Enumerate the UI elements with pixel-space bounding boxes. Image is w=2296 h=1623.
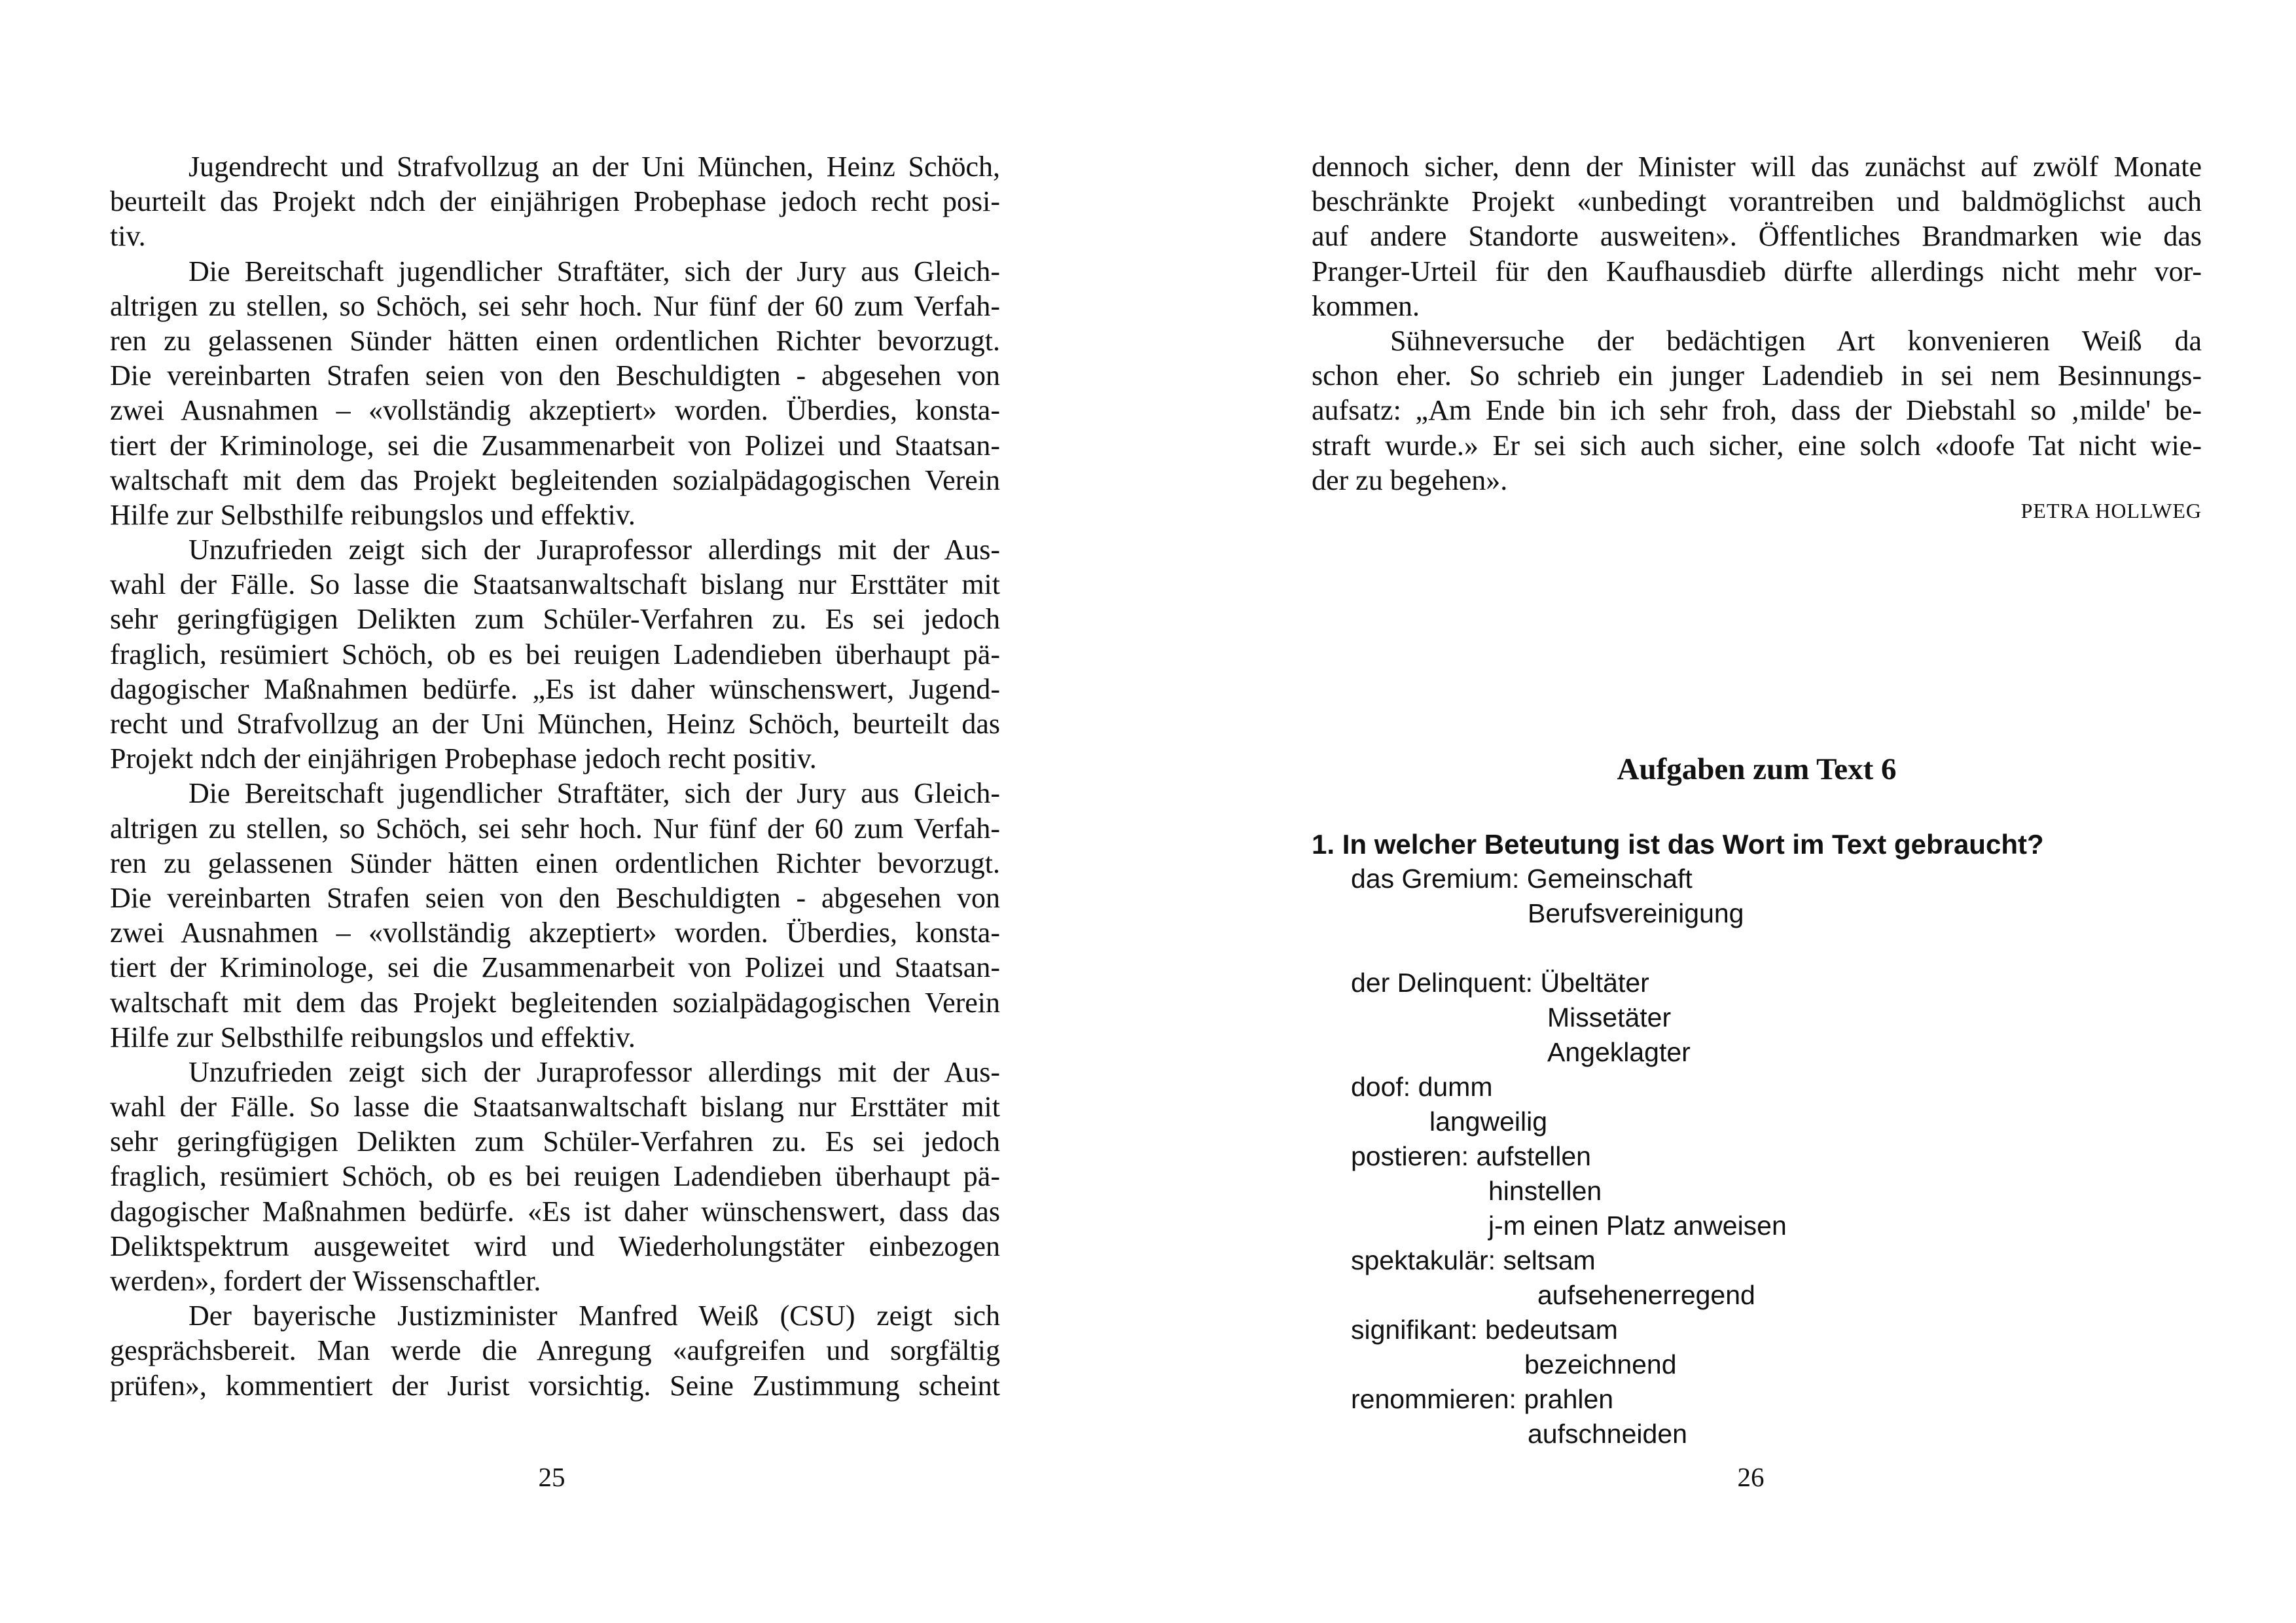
left-text-line: dagogischer Maßnahmen bedürfe. «Es ist daher wünschenswert, dass das [110, 1195, 1000, 1228]
task-title: 1. In welcher Beteutung ist das Wort im Text gebraucht? [1312, 829, 2044, 860]
vocab-entry: signifikant: bedeutsam [1351, 1315, 1618, 1345]
right-text-line: schon eher. So schrieb ein junger Ladendieb in sei nem Besinnungs- [1312, 359, 2202, 392]
left-text-line: werden», fordert der Wissenschaftler. [110, 1265, 541, 1297]
vocab-entry: Missetäter [1547, 1002, 1672, 1032]
left-body-text [110, 149, 1000, 1403]
left-text-line: sehr geringfügigen Delikten zum Schüler-Verfahren zu. Es sei jedoch [110, 1125, 1000, 1158]
vocab-entry: renommieren: prahlen [1351, 1384, 1614, 1414]
left-text-line: Jugendrecht und Strafvollzug an der Uni München, Heinz Schöch, [188, 151, 1000, 183]
right-text-line: Pranger-Urteil für den Kaufhausdieb dürfte allerdings nicht mehr vor- [1312, 255, 2202, 287]
vocab-gap [1312, 931, 2202, 966]
left-text-line: Die vereinbarten Strafen seien von den Beschuldigten - abgesehen von [110, 881, 1000, 914]
left-text-line: waltschaft mit dem das Projekt begleitenden sozialpädagogischen Verein [110, 464, 1000, 496]
left-text-line: ren zu gelassenen Sünder hätten einen ordentlichen Richter bevorzugt. [110, 324, 1000, 357]
right-text-line: auf andere Standorte ausweiten». Öffentliches Brandmarken wie das [1312, 220, 2202, 253]
vocab-entry: postieren: aufstellen [1351, 1141, 1591, 1171]
left-text-line: Unzufrieden zeigt sich der Juraprofessor allerdings mit der Aus- [188, 1055, 1000, 1088]
left-text-line: tiert der Kriminologe, sei die Zusammenarbeit von Polizei und Staatsan- [110, 429, 1000, 462]
vocab-entry: bezeichnend [1524, 1349, 1677, 1379]
left-text-line: gesprächsbereit. Man werde die Anregung «aufgreifen und sorgfältig [110, 1334, 1000, 1367]
left-text-line: wahl der Fälle. So lasse die Staatsanwaltschaft bislang nur Ersttäter mit [110, 568, 1000, 601]
right-text-line: der zu begehen». [1312, 464, 1508, 496]
left-text-line: fraglich, resümiert Schöch, ob es bei reuigen Ladendieben überhaupt pä- [110, 1160, 1000, 1193]
right-text-line: dennoch sicher, denn der Minister will das zunächst auf zwölf Monate [1312, 151, 2202, 183]
vocab-entry: aufsehenerregend [1537, 1280, 1755, 1310]
left-text-line: tiert der Kriminologe, sei die Zusammenarbeit von Polizei und Staatsan- [110, 951, 1000, 984]
right-body-column [1312, 149, 2202, 1449]
left-text-line: Die vereinbarten Strafen seien von den Beschuldigten - abgesehen von [110, 359, 1000, 392]
left-text-line: beurteilt das Projekt ndch der einjährigen Probephase jedoch recht posi- [110, 185, 1000, 218]
left-text-line: Unzufrieden zeigt sich der Juraprofessor allerdings mit der Aus- [188, 534, 1000, 566]
vocab-entry: Angeklagter [1547, 1037, 1691, 1067]
vocab-entry: der Delinquent: Übeltäter [1351, 968, 1649, 998]
right-text-line: kommen. [1312, 289, 1420, 322]
left-text-line: Der bayerische Justizminister Manfred Weiß (CSU) zeigt sich [188, 1300, 1000, 1332]
left-text-line: fraglich, resümiert Schöch, ob es bei reuigen Ladendieben überhaupt pä- [110, 638, 1000, 670]
vocab-entry: aufschneiden [1528, 1419, 1687, 1449]
right-text-line: aufsatz: „Am Ende bin ich sehr froh, dass der Diebstahl so ‚milde' be- [1312, 394, 2202, 427]
vocab-entry: doof: dumm [1351, 1072, 1493, 1102]
left-text-line: waltschaft mit dem das Projekt begleitenden sozialpädagogischen Verein [110, 986, 1000, 1019]
left-text-line: Die Bereitschaft jugendlicher Straftäter, sich der Jury aus Gleich- [188, 255, 1000, 287]
right-body-text [1312, 149, 2202, 498]
left-text-line: ren zu gelassenen Sünder hätten einen ordentlichen Richter bevorzugt. [110, 847, 1000, 879]
page-number-right: 26 [1737, 1462, 1765, 1492]
vocab-entry: das Gremium: Gemeinschaft [1351, 864, 1693, 894]
left-text-line: Hilfe zur Selbsthilfe reibungslos und effektiv. [110, 1021, 636, 1053]
vocab-entry: Berufsvereinigung [1528, 898, 1744, 928]
left-text-line: Projekt ndch der einjährigen Probephase jedoch recht positiv. [110, 742, 817, 775]
page-number-left: 25 [538, 1462, 565, 1492]
vocab-list [1312, 862, 2202, 1451]
left-text-line: altrigen zu stellen, so Schöch, sei sehr hoch. Nur fünf der 60 zum Verfah- [110, 289, 1000, 322]
vocab-entry: spektakulär: seltsam [1351, 1245, 1596, 1275]
left-text-line: sehr geringfügigen Delikten zum Schüler-Verfahren zu. Es sei jedoch [110, 603, 1000, 636]
vocab-entry: langweilig [1429, 1106, 1548, 1137]
left-text-line: recht und Strafvollzug an der Uni München, Heinz Schöch, beurteilt das [110, 708, 1000, 740]
right-text-line: Sühneversuche der bedächtigen Art konvenieren Weiß da [1390, 324, 2202, 357]
left-text-line: Hilfe zur Selbsthilfe reibungslos und effektiv. [110, 498, 636, 531]
left-text-line: zwei Ausnahmen – «vollständig akzeptiert» worden. Überdies, konsta- [110, 917, 1000, 949]
task-block [1312, 827, 2202, 1451]
left-text-line: altrigen zu stellen, so Schöch, sei sehr hoch. Nur fünf der 60 zum Verfah- [110, 812, 1000, 845]
right-page [1148, 0, 2296, 1623]
left-text-line: wahl der Fälle. So lasse die Staatsanwaltschaft bislang nur Ersttäter mit [110, 1091, 1000, 1123]
left-text-line: zwei Ausnahmen – «vollständig akzeptiert» worden. Überdies, konsta- [110, 394, 1000, 427]
vocab-entry: hinstellen [1488, 1176, 1602, 1206]
left-text-line: Die Bereitschaft jugendlicher Straftäter, sich der Jury aus Gleich- [188, 777, 1000, 810]
right-text-line: beschränkte Projekt «unbedingt vorantreiben und baldmöglichst auch [1312, 185, 2202, 218]
left-text-line: Deliktspektrum ausgeweitet wird und Wiederholungstäter einbezogen [110, 1230, 1000, 1262]
section-heading: Aufgaben zum Text 6 [1617, 752, 1897, 786]
left-text-line: tiv. [110, 220, 146, 253]
left-text-line: dagogischer Maßnahmen bedürfe. „Es ist daher wünschenswert, Jugend- [110, 672, 1000, 705]
vocab-entry: j-m einen Platz anweisen [1488, 1211, 1787, 1241]
right-text-line: straft wurde.» Er sei sich auch sicher, eine solch «doofe Tat nicht wie- [1312, 429, 2202, 462]
author-signature: PETRA HOLLWEG [2020, 498, 2202, 522]
left-text-line: prüfen», kommentiert der Jurist vorsichtig. Seine Zustimmung scheint [110, 1369, 1000, 1402]
